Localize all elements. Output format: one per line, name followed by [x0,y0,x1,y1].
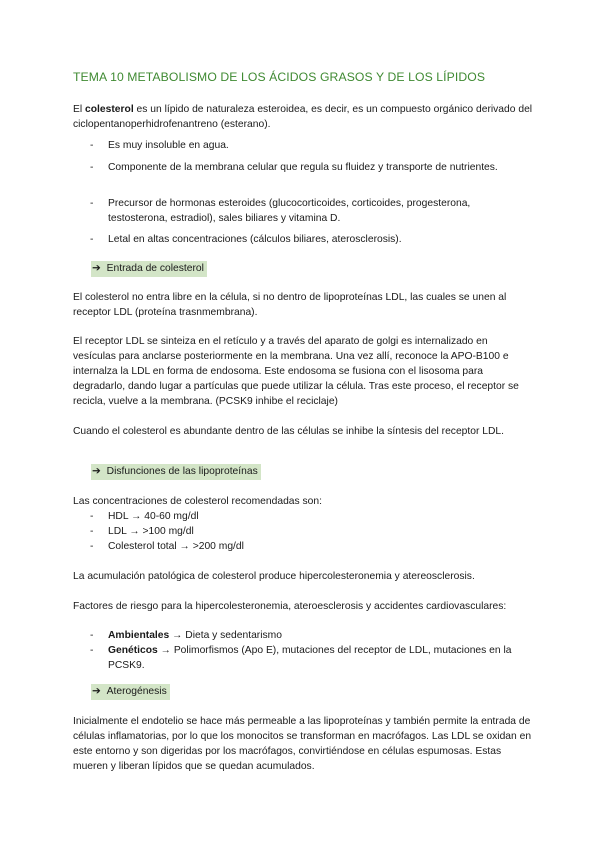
list-item: LDL → >100 mg/dl [108,526,194,537]
intro-pre: El [73,104,86,115]
section-heading-disfunciones [91,464,261,480]
list-item: Precursor de hormonas esteroides (glucocorticoides, corticoides, progesterona, testosterona, estradiol), sales biliares y vitamina D. [108,198,471,224]
list-item: Componente de la membrana celular que regula su fluidez y transporte de nutrientes. [108,162,498,173]
risk-factor-label: Ambientales [108,630,170,641]
paragraph: Cuando el colesterol es abundante dentro de las células se inhibe la síntesis del receptor LDL. [73,426,505,437]
list-dash: - [90,140,94,151]
intro-bold-term: colesterol [85,104,134,115]
risk-factor-text: → Polimorfismos (Apo E), mutaciones del receptor de LDL, mutaciones en la PCSK9. [108,645,512,671]
paragraph: Las concentraciones de colesterol recomendadas son: [73,496,322,507]
arrow-right-icon: ➔ [92,686,101,697]
list-item: Colesterol total → >200 mg/dl [108,541,244,552]
section-heading-label: Aterogénesis [106,686,167,697]
list-item: Es muy insoluble en agua. [108,140,229,151]
paragraph: Factores de riesgo para la hipercolesteronemia, ateroesclerosis y accidentes cardiovasculares: [73,601,507,612]
list-item: Letal en altas concentraciones (cálculos biliares, aterosclerosis). [108,234,402,245]
section-heading-label: Entrada de colesterol [106,263,204,274]
intro-paragraph [73,102,533,132]
list-dash: - [90,526,94,537]
list-item [108,628,528,643]
list-dash: - [90,630,94,641]
risk-factor-text: → Dieta y sedentarismo [169,630,282,641]
list-item: HDL → 40-60 mg/dl [108,511,199,522]
page-title: TEMA 10 METABOLISMO DE LOS ÁCIDOS GRASOS Y DE LOS LÍPIDOS [73,70,486,84]
section-heading-entrada [91,261,207,277]
intro-post: es un lípido de naturaleza esteroidea, es decir, es un compuesto orgánico derivado del ciclopentanoperhidrofenantreno (esterano). [73,104,533,130]
list-item [108,643,528,673]
list-dash: - [90,198,94,209]
arrow-right-icon: ➔ [92,263,101,274]
list-dash: - [90,511,94,522]
paragraph: Inicialmente el endotelio se hace más permeable a las lipoproteínas y también permite la entrada de células inflamatorias, por lo que los monocitos se transforman en macrófagos. Las LDL se oxidan en este entorno y son digeridas por los macrófagos, convirtiéndose en células espumosas. Estas mueren y liberan lípidos que se quedan acumulados. [73,716,532,772]
section-heading-label: Disfunciones de las lipoproteínas [106,466,258,477]
section-heading-aterogenesis [91,684,170,700]
paragraph: El receptor LDL se sinteiza en el retículo y a través del aparato de golgi es internalizado en vesículas para anclarse posteriormente en la membrana. Una vez allí, reconoce la APO-B100 e internalza la LDL en forma de endosoma. Este endosoma se fusiona con el lisosoma para degradarlo, dando lugar a partículas que puede utilizar la célula. Tras este proceso, el receptor se recicla, vuelve a la membrana. (PCSK9 inhibe el reciclaje) [73,336,519,407]
paragraph: La acumulación patológica de colesterol produce hipercolesteronemia y atereosclerosis. [73,571,475,582]
arrow-right-icon: ➔ [92,466,101,477]
list-dash: - [90,234,94,245]
list-dash: - [90,162,94,173]
paragraph: El colesterol no entra libre en la célula, si no dentro de lipoproteínas LDL, las cuales se unen al receptor LDL (proteína trasnmembrana). [73,292,507,318]
risk-factor-label: Genéticos [108,645,158,656]
list-dash: - [90,541,94,552]
list-dash: - [90,645,94,656]
